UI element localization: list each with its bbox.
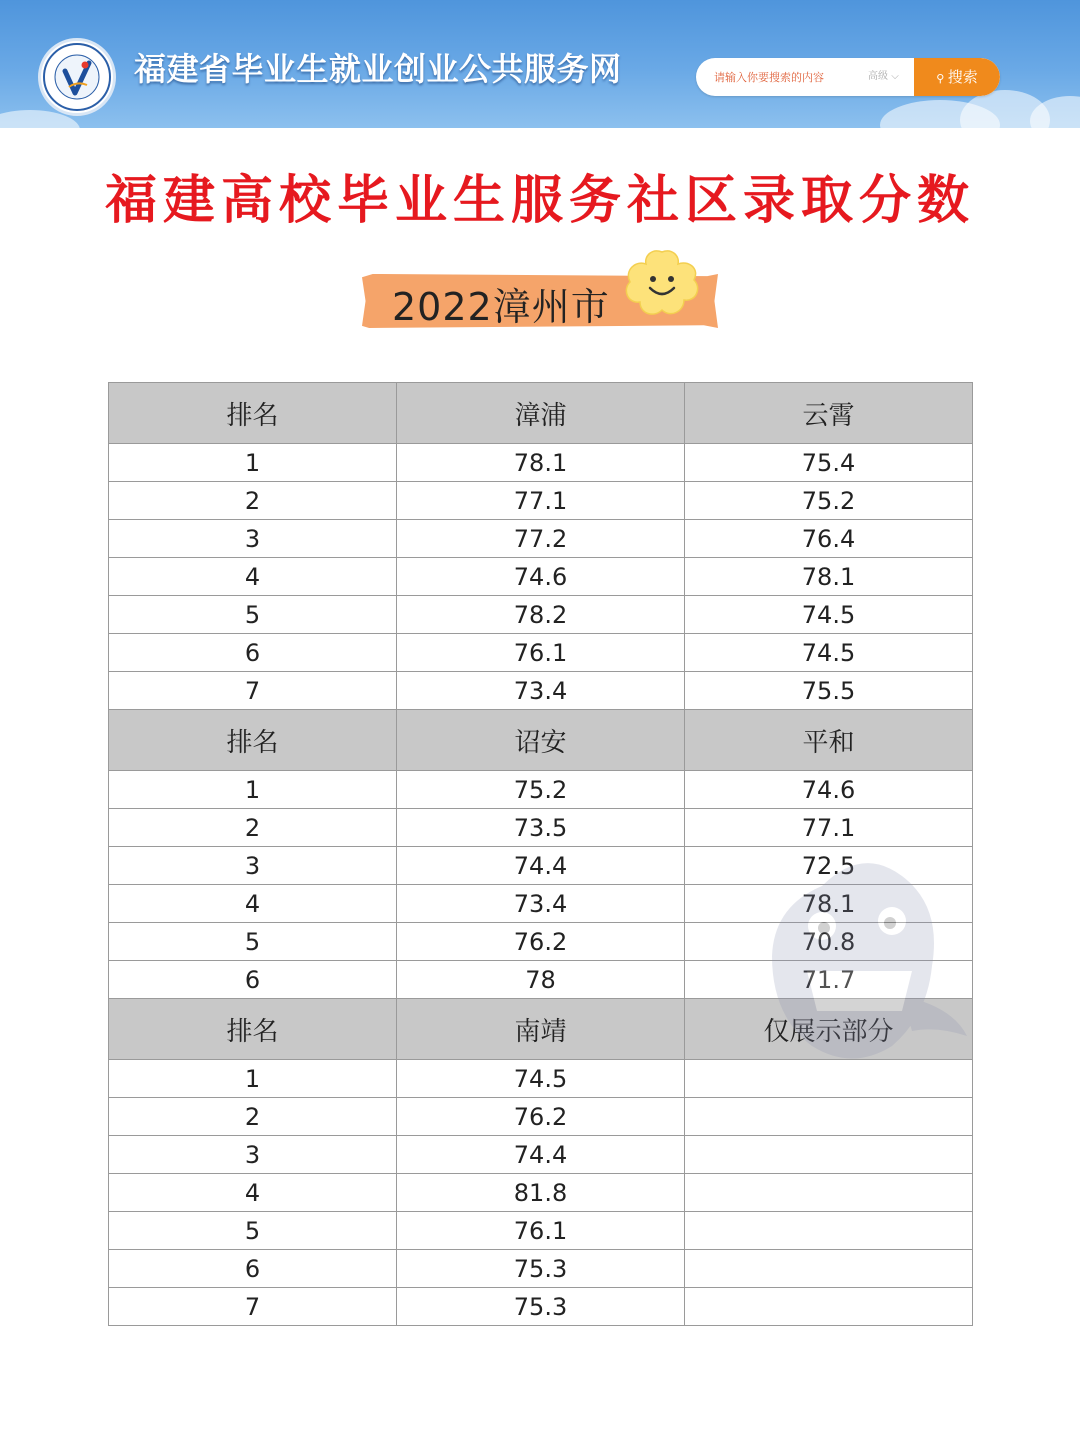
score-cell: 77.1 [685, 809, 973, 847]
score-cell: 75.4 [685, 444, 973, 482]
score-cell: 76.2 [397, 1098, 685, 1136]
table-row [109, 1212, 973, 1250]
header-cell-county: 漳浦 [397, 383, 685, 444]
score-cell: 76.2 [397, 923, 685, 961]
rank-cell: 1 [109, 1060, 397, 1098]
advanced-search-dropdown[interactable] [868, 58, 899, 96]
score-cell: 71.7 [685, 961, 973, 999]
rank-cell: 1 [109, 771, 397, 809]
score-cell: 75.3 [397, 1288, 685, 1326]
rank-cell: 2 [109, 482, 397, 520]
rank-cell: 5 [109, 1212, 397, 1250]
score-cell: 81.8 [397, 1174, 685, 1212]
score-cell: 75.5 [685, 672, 973, 710]
table-row [109, 847, 973, 885]
score-cell: 74.4 [397, 1136, 685, 1174]
table-row [109, 771, 973, 809]
search-bar [696, 58, 1000, 96]
score-cell: 74.5 [397, 1060, 685, 1098]
rank-cell: 4 [109, 885, 397, 923]
score-cell: 78.1 [685, 885, 973, 923]
score-cell: 73.5 [397, 809, 685, 847]
section-label: 2022漳州市 [392, 285, 610, 329]
rank-cell: 2 [109, 1098, 397, 1136]
rank-cell: 2 [109, 809, 397, 847]
table-row [109, 558, 973, 596]
table-row [109, 809, 973, 847]
rank-cell: 5 [109, 923, 397, 961]
header-cell-county: 仅展示部分 [685, 999, 973, 1060]
table-row [109, 520, 973, 558]
header-cell-rank: 排名 [109, 999, 397, 1060]
score-cell: 76.4 [685, 520, 973, 558]
rank-cell: 6 [109, 961, 397, 999]
header-cell-county: 诏安 [397, 710, 685, 771]
search-input[interactable] [696, 58, 856, 96]
logo-emblem-icon [41, 41, 113, 113]
score-cell [685, 1250, 973, 1288]
score-cell: 78.1 [397, 444, 685, 482]
score-cell: 74.5 [685, 634, 973, 672]
score-cell: 70.8 [685, 923, 973, 961]
score-cell: 74.5 [685, 596, 973, 634]
table-header-row [109, 383, 973, 444]
score-cell [685, 1136, 973, 1174]
table-row [109, 1174, 973, 1212]
score-cell: 75.2 [685, 482, 973, 520]
site-title[interactable]: 福建省毕业生就业创业公共服务网 [134, 50, 622, 88]
score-cell: 76.1 [397, 1212, 685, 1250]
score-cell: 76.1 [397, 634, 685, 672]
page-title: 福建高校毕业生服务社区录取分数 [104, 171, 975, 231]
score-cell: 72.5 [685, 847, 973, 885]
table-row [109, 672, 973, 710]
header-cell-rank: 排名 [109, 383, 397, 444]
score-cell: 75.3 [397, 1250, 685, 1288]
rank-cell: 3 [109, 847, 397, 885]
table-row [109, 885, 973, 923]
search-button[interactable] [914, 58, 1000, 96]
score-cell: 74.4 [397, 847, 685, 885]
table-header-row [109, 710, 973, 771]
search-icon: ⚲ [936, 72, 948, 85]
table-row [109, 1098, 973, 1136]
table-row [109, 444, 973, 482]
chevron-down-icon: ⌵ [891, 71, 899, 82]
score-cell [685, 1174, 973, 1212]
advanced-label: 高级 [868, 71, 888, 82]
table-row [109, 634, 973, 672]
score-cell: 77.2 [397, 520, 685, 558]
score-cell: 78 [397, 961, 685, 999]
rank-cell: 6 [109, 634, 397, 672]
smiley-flower-icon [620, 246, 704, 326]
search-button-label: 搜索 [947, 68, 978, 86]
table-row [109, 1288, 973, 1326]
score-cell [685, 1098, 973, 1136]
score-table [108, 382, 972, 1326]
rank-cell: 4 [109, 1174, 397, 1212]
rank-cell: 7 [109, 672, 397, 710]
rank-cell: 4 [109, 558, 397, 596]
score-cell: 78.1 [685, 558, 973, 596]
score-cell: 75.2 [397, 771, 685, 809]
table-row [109, 1136, 973, 1174]
table-row [109, 1250, 973, 1288]
site-logo[interactable] [38, 38, 116, 116]
header-cell-county: 南靖 [397, 999, 685, 1060]
rank-cell: 6 [109, 1250, 397, 1288]
score-cell: 73.4 [397, 885, 685, 923]
score-cell: 74.6 [685, 771, 973, 809]
header-cell-rank: 排名 [109, 710, 397, 771]
rank-cell: 5 [109, 596, 397, 634]
rank-cell: 3 [109, 520, 397, 558]
table-row [109, 482, 973, 520]
table-header-row [109, 999, 973, 1060]
score-cell: 74.6 [397, 558, 685, 596]
table-row [109, 961, 973, 999]
table-row [109, 596, 973, 634]
score-cell [685, 1288, 973, 1326]
score-cell: 77.1 [397, 482, 685, 520]
header-cell-county: 云霄 [685, 383, 973, 444]
rank-cell: 3 [109, 1136, 397, 1174]
score-cell [685, 1060, 973, 1098]
rank-cell: 1 [109, 444, 397, 482]
table-row [109, 923, 973, 961]
header-cell-county: 平和 [685, 710, 973, 771]
score-cell: 73.4 [397, 672, 685, 710]
score-cell: 78.2 [397, 596, 685, 634]
site-header-banner [0, 0, 1080, 128]
score-cell [685, 1212, 973, 1250]
table-row [109, 1060, 973, 1098]
rank-cell: 7 [109, 1288, 397, 1326]
